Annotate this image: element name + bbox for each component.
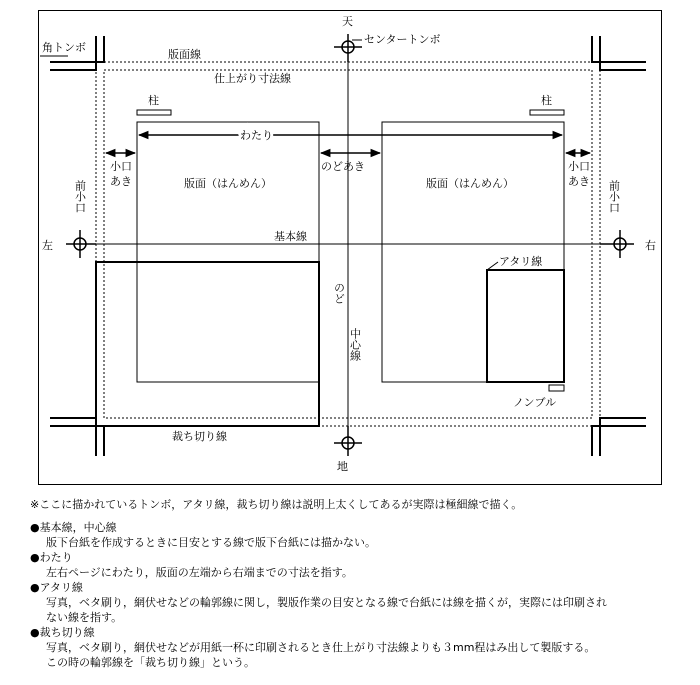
folio-mark <box>549 385 564 391</box>
note-title: ● わたり <box>30 550 690 565</box>
note-title: ● 裁ち切り線 <box>30 625 690 640</box>
label-mae-koguchi-right: 前小口 <box>607 180 621 213</box>
label-hashira-right: 柱 <box>541 94 552 107</box>
label-corner-tombo: 角トンボ <box>42 41 86 54</box>
running-head-left <box>137 110 171 115</box>
label-chi: 地 <box>337 460 348 473</box>
note-line: 写真，ベタ刷り，網伏せなどの輪郭線に関し，製版作業の目安となる線で台紙には線を描くが，実際には印刷され <box>46 596 607 609</box>
note-line: この時の輪郭線を「裁ち切り線」という。 <box>46 656 255 669</box>
label-watari: わたり <box>240 129 273 142</box>
bleed-box <box>96 262 319 426</box>
note-section-kihon <box>30 520 690 550</box>
intro-note: ※ここに描かれているトンボ，アタリ線，裁ち切り線は説明上太くしてあるが実際は極細線で描く。 <box>30 498 523 511</box>
label-hanmen-left: 版面（はんめん） <box>184 177 272 190</box>
label-hanmen-sen: 版面線 <box>168 48 201 61</box>
label-hashira-left: 柱 <box>148 94 159 107</box>
label-chushin-sen: 中心線 <box>348 328 362 361</box>
label-koguchi-right-1: 小口 <box>568 160 590 173</box>
note-title: ● 基本線，中心線 <box>30 520 690 535</box>
label-nodo: のど <box>332 282 346 304</box>
label-kihon-sen: 基本線 <box>274 230 307 243</box>
label-hanmen-right: 版面（はんめん） <box>426 177 514 190</box>
note-section-tachikiri <box>30 625 690 670</box>
note-line: ない線を指す。 <box>46 611 123 624</box>
label-right: 右 <box>645 239 656 252</box>
label-center-tombo: センタートンボ <box>364 33 441 46</box>
label-nodo-aki: のどあき <box>321 160 365 173</box>
note-section-watari <box>30 550 690 580</box>
left-page-area <box>137 122 319 382</box>
explanation-notes <box>30 497 690 670</box>
label-atari-sen: アタリ線 <box>499 255 543 268</box>
note-line: 版下台紙を作成するときに目安とする線で版下台紙には描かない。 <box>46 536 376 549</box>
label-tachikiri-sen: 裁ち切り線 <box>172 430 227 443</box>
note-title: ● アタリ線 <box>30 580 690 595</box>
atari-box <box>487 270 564 382</box>
note-section-atari <box>30 580 690 625</box>
label-shiagari: 仕上がり寸法線 <box>214 72 291 85</box>
label-ten: 天 <box>342 15 353 28</box>
note-body <box>30 565 690 580</box>
label-koguchi-left-2: あき <box>110 175 132 188</box>
label-koguchi-right-2: あき <box>568 175 590 188</box>
note-line: 写真，ベタ刷り，網伏せなどが用紙一杯に印刷されるとき仕上がり寸法線よりも３mm程はみ出して製版する。 <box>46 641 596 654</box>
label-left: 左 <box>42 239 53 252</box>
label-mae-koguchi-left: 前小口 <box>73 180 87 213</box>
outer-frame <box>39 11 662 485</box>
note-body <box>30 535 690 550</box>
label-nombre: ノンブル <box>513 396 557 409</box>
note-body <box>30 640 690 670</box>
running-head-right <box>530 110 564 115</box>
label-koguchi-left-1: 小口 <box>110 160 132 173</box>
note-line: 左右ページにわたり，版面の左端から右端までの寸法を指す。 <box>46 566 353 579</box>
note-body <box>30 595 690 625</box>
right-page-area <box>382 122 564 382</box>
